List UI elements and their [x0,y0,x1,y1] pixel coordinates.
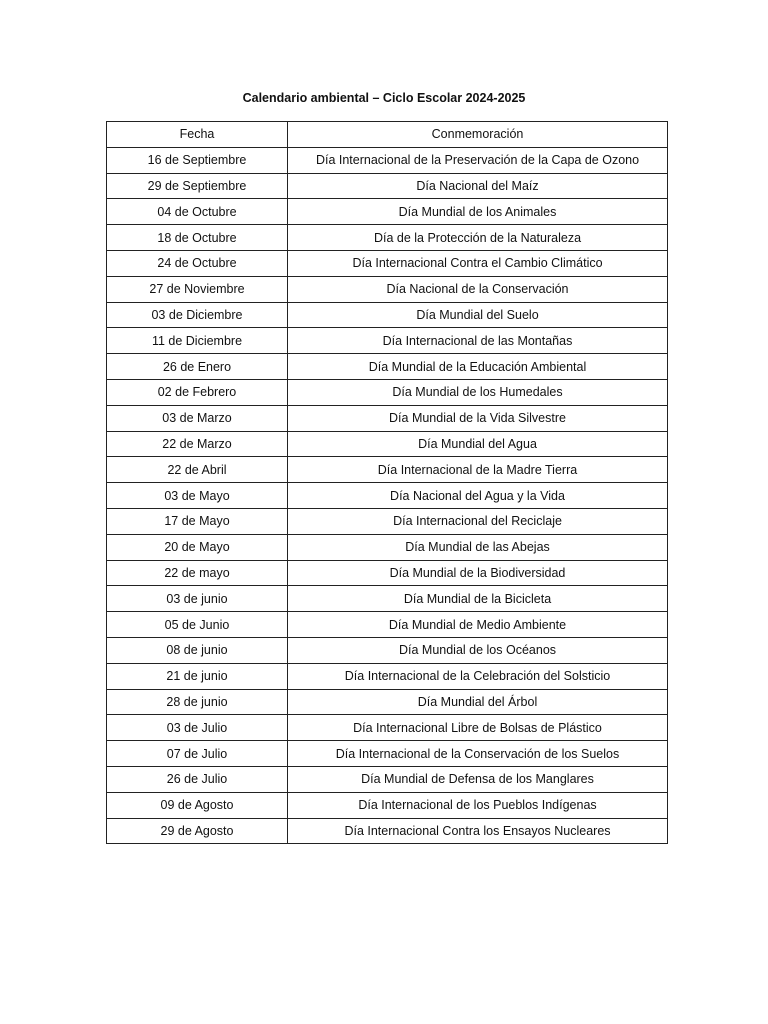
table-row [107,715,668,741]
table-row [107,250,668,276]
commemoration-cell: Día Mundial de las Abejas [288,534,668,560]
date-cell: 04 de Octubre [107,199,288,225]
date-cell: 18 de Octubre [107,225,288,251]
date-cell: 07 de Julio [107,741,288,767]
date-cell: 17 de Mayo [107,508,288,534]
table-row [107,225,668,251]
date-cell: 03 de junio [107,586,288,612]
table-row [107,276,668,302]
table-row [107,508,668,534]
date-cell: 09 de Agosto [107,792,288,818]
commemoration-cell: Día Nacional del Agua y la Vida [288,483,668,509]
table-row [107,431,668,457]
commemoration-cell: Día Mundial de la Educación Ambiental [288,354,668,380]
date-cell: 02 de Febrero [107,379,288,405]
commemoration-cell: Día Internacional Contra el Cambio Climático [288,250,668,276]
commemoration-cell: Día Mundial del Árbol [288,689,668,715]
date-cell: 05 de Junio [107,612,288,638]
date-cell: 29 de Septiembre [107,173,288,199]
table-row [107,637,668,663]
header-commemoration: Conmemoración [288,122,668,148]
commemoration-cell: Día Internacional Contra los Ensayos Nucleares [288,818,668,844]
commemoration-cell: Día Internacional de los Pueblos Indígenas [288,792,668,818]
table-row [107,560,668,586]
commemoration-cell: Día Internacional de la Celebración del Solsticio [288,663,668,689]
commemoration-cell: Día Nacional de la Conservación [288,276,668,302]
commemoration-cell: Día Internacional de la Conservación de los Suelos [288,741,668,767]
date-cell: 20 de Mayo [107,534,288,560]
commemoration-cell: Día Internacional del Reciclaje [288,508,668,534]
date-cell: 03 de Diciembre [107,302,288,328]
table-row [107,586,668,612]
commemoration-cell: Día de la Protección de la Naturaleza [288,225,668,251]
table-row [107,792,668,818]
date-cell: 11 de Diciembre [107,328,288,354]
commemoration-cell: Día Internacional Libre de Bolsas de Plástico [288,715,668,741]
date-cell: 27 de Noviembre [107,276,288,302]
table-row [107,663,668,689]
date-cell: 26 de Julio [107,766,288,792]
date-cell: 08 de junio [107,637,288,663]
environmental-calendar-table [106,121,668,844]
commemoration-cell: Día Internacional de las Montañas [288,328,668,354]
table-row [107,741,668,767]
date-cell: 24 de Octubre [107,250,288,276]
table-row [107,483,668,509]
commemoration-cell: Día Mundial de los Humedales [288,379,668,405]
date-cell: 22 de Abril [107,457,288,483]
table-row [107,147,668,173]
commemoration-cell: Día Mundial de los Animales [288,199,668,225]
date-cell: 03 de Julio [107,715,288,741]
table-row [107,457,668,483]
commemoration-cell: Día Mundial de Medio Ambiente [288,612,668,638]
table-row [107,612,668,638]
commemoration-cell: Día Nacional del Maíz [288,173,668,199]
table-row [107,199,668,225]
date-cell: 28 de junio [107,689,288,715]
commemoration-cell: Día Mundial de la Vida Silvestre [288,405,668,431]
commemoration-cell: Día Mundial de la Biodiversidad [288,560,668,586]
commemoration-cell: Día Mundial de la Bicicleta [288,586,668,612]
commemoration-cell: Día Mundial de Defensa de los Manglares [288,766,668,792]
table-row [107,534,668,560]
date-cell: 29 de Agosto [107,818,288,844]
table-row [107,766,668,792]
commemoration-cell: Día Mundial de los Océanos [288,637,668,663]
commemoration-cell: Día Mundial del Suelo [288,302,668,328]
date-cell: 22 de Marzo [107,431,288,457]
table-row [107,405,668,431]
table-header-row [107,122,668,148]
date-cell: 21 de junio [107,663,288,689]
date-cell: 26 de Enero [107,354,288,380]
table-row [107,328,668,354]
table-row [107,818,668,844]
date-cell: 03 de Marzo [107,405,288,431]
commemoration-cell: Día Internacional de la Preservación de la Capa de Ozono [288,147,668,173]
header-date: Fecha [107,122,288,148]
table-body [107,122,668,844]
table-row [107,173,668,199]
date-cell: 22 de mayo [107,560,288,586]
table-row [107,379,668,405]
table-row [107,302,668,328]
date-cell: 16 de Septiembre [107,147,288,173]
document-title: Calendario ambiental – Ciclo Escolar 2024-2025 [242,91,526,105]
table-row [107,689,668,715]
table-row [107,354,668,380]
commemoration-cell: Día Mundial del Agua [288,431,668,457]
commemoration-cell: Día Internacional de la Madre Tierra [288,457,668,483]
date-cell: 03 de Mayo [107,483,288,509]
